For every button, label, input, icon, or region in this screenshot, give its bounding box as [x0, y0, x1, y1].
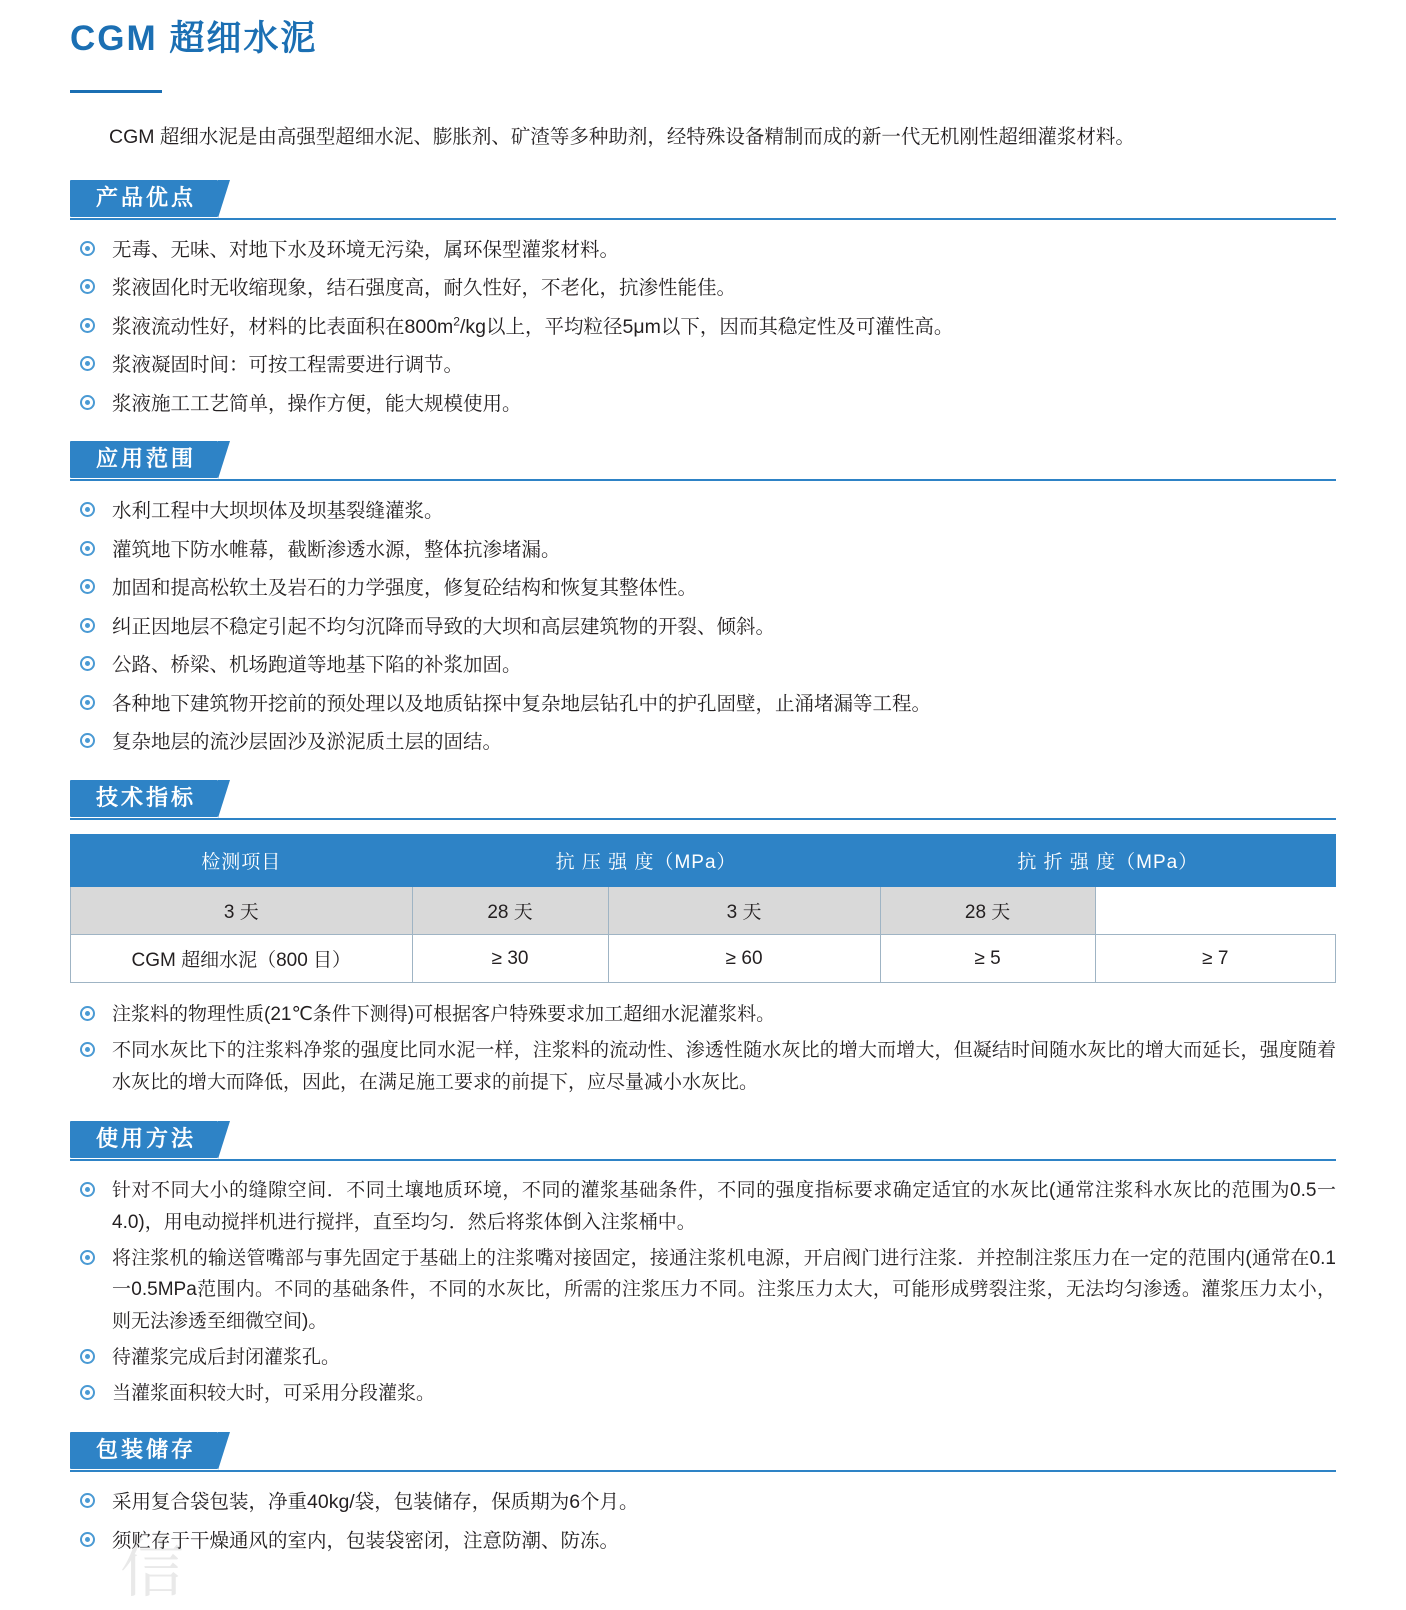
section-usage	[70, 1121, 1336, 1410]
table-subheader-cell: 28 天	[880, 887, 1095, 935]
list-item	[78, 1342, 1336, 1374]
table-row	[71, 935, 1336, 983]
table-subheader-cell: 28 天	[412, 887, 608, 935]
list-item-text: 将注浆机的输送管嘴部与事先固定于基础上的注浆嘴对接固定，接通注浆机电源，开启阀门进行注浆．并控制注浆压力在一定的范围内(通常在0.1一0.5MPa范围内。不同的基础条件，不同的水灰比，所需的注浆压力不同。注浆压力太大，可能形成劈裂注浆，无法均匀渗透。灌浆压力太小，则无法渗透至细微空间)。	[112, 1247, 1336, 1333]
section-packaging	[70, 1432, 1336, 1558]
list-item-text: 复杂地层的流沙层固沙及淤泥质土层的固结。	[112, 731, 503, 754]
list-item-text: 浆液固化时无收缩现象，结石强度高，耐久性好，不老化，抗渗性能佳。	[112, 277, 737, 300]
section-heading-label: 使用方法	[70, 1121, 218, 1158]
list-item	[78, 534, 1336, 568]
table-subheader-cell: 3 天	[608, 887, 880, 935]
list-item	[78, 572, 1336, 606]
note-text: 不同水灰比下的注浆料净浆的强度比同水泥一样，注浆料的流动性、渗透性随水灰比的增大而增大，但凝结时间随水灰比的增大而延长，强度随着水灰比的增大而降低，因此，在满足施工要求的前提下，应尽量减小水灰比。	[112, 1039, 1336, 1093]
bullet-icon	[80, 1182, 95, 1197]
intro-paragraph: CGM 超细水泥是由高强型超细水泥、膨胀剂、矿渣等多种助剂，经特殊设备精制而成的新一代无机刚性超细灌浆材料。	[109, 125, 1135, 148]
section-header-applications	[70, 441, 1336, 481]
bullet-icon	[80, 733, 95, 748]
list-item-text: 须贮存于干燥通风的室内，包装袋密闭，注意防潮、防冻。	[112, 1529, 620, 1552]
list-item-text: 当灌浆面积较大时，可采用分段灌浆。	[112, 1383, 436, 1405]
bullet-icon	[80, 1006, 95, 1021]
list-item-text: 待灌浆完成后封闭灌浆孔。	[112, 1347, 341, 1369]
list-item	[78, 1486, 1336, 1520]
bullet-icon	[80, 318, 95, 333]
list-item-text: 无毒、无味、对地下水及环境无污染，属环保型灌浆材料。	[112, 238, 620, 261]
table-header-cell: 抗 折 强 度（MPa）	[880, 835, 1335, 887]
section-heading-label: 技术指标	[70, 780, 218, 817]
section-header-packaging	[70, 1432, 1336, 1472]
list-item	[78, 349, 1336, 383]
bullet-icon	[80, 356, 95, 371]
table-header-cell: 检测项目	[71, 835, 413, 887]
bullet-icon	[80, 279, 95, 294]
note-item	[78, 1035, 1336, 1099]
section-heading-label: 产品优点	[70, 180, 218, 217]
section-header-usage	[70, 1121, 1336, 1161]
bullet-icon	[80, 241, 95, 256]
bullet-icon	[80, 1532, 95, 1547]
section-underline	[70, 218, 1336, 220]
bullet-icon	[80, 541, 95, 556]
advantages-list	[70, 234, 1336, 422]
list-item-text: 加固和提高松软土及岩石的力学强度，修复砼结构和恢复其整体性。	[112, 577, 698, 600]
page-title: CGM 超细水泥	[70, 19, 318, 58]
usage-list	[70, 1175, 1336, 1410]
bullet-icon	[80, 1349, 95, 1364]
list-item	[78, 1175, 1336, 1239]
packaging-list	[70, 1486, 1336, 1558]
list-item	[78, 1378, 1336, 1410]
section-underline	[70, 1159, 1336, 1161]
bullet-icon	[80, 395, 95, 410]
bullet-icon	[80, 618, 95, 633]
list-item-text: 水利工程中大坝坝体及坝基裂缝灌浆。	[112, 500, 444, 523]
section-heading-label: 包装储存	[70, 1432, 218, 1469]
list-item	[78, 726, 1336, 760]
watermark: 信	[120, 1534, 184, 1605]
list-item-text: 采用复合袋包装，净重40kg/袋，包装储存，保质期为6个月。	[112, 1491, 639, 1514]
list-item-text: 纠正因地层不稳定引起不均匀沉降而导致的大坝和高层建筑物的开裂、倾斜。	[112, 615, 776, 638]
bullet-icon	[80, 502, 95, 517]
bullet-icon	[80, 1250, 95, 1265]
section-underline	[70, 1470, 1336, 1472]
list-item	[78, 611, 1336, 645]
section-technical	[70, 780, 1336, 1099]
table-cell-value: ≥ 30	[412, 935, 608, 983]
title-divider	[70, 90, 162, 93]
list-item	[78, 234, 1336, 268]
list-item-text: 灌筑地下防水帷幕，截断渗透水源，整体抗渗堵漏。	[112, 538, 561, 561]
section-applications	[70, 441, 1336, 760]
note-item	[78, 999, 1336, 1031]
list-item-text: 公路、桥梁、机场跑道等地基下陷的补浆加固。	[112, 654, 522, 677]
bullet-icon	[80, 1493, 95, 1508]
section-header-technical	[70, 780, 1336, 820]
table-subheader-row	[71, 887, 1336, 935]
section-underline	[70, 479, 1336, 481]
bullet-icon	[80, 695, 95, 710]
table-header-cell: 抗 压 强 度（MPa）	[412, 835, 880, 887]
table-header-row	[71, 835, 1336, 887]
list-item	[78, 388, 1336, 422]
list-item	[78, 1243, 1336, 1339]
note-text: 注浆料的物理性质(21℃条件下测得)可根据客户特殊要求加工超细水泥灌浆料。	[112, 1004, 776, 1026]
section-header-advantages	[70, 180, 1336, 220]
bullet-icon	[80, 1385, 95, 1400]
section-heading-label: 应用范围	[70, 441, 218, 478]
list-item	[78, 1525, 1336, 1559]
table-cell-value: ≥ 60	[608, 935, 880, 983]
list-item	[78, 649, 1336, 683]
table-cell-product: CGM 超细水泥（800 目）	[71, 935, 413, 983]
technical-notes	[70, 999, 1336, 1099]
list-item-text: 浆液凝固时间：可按工程需要进行调节。	[112, 354, 464, 377]
list-item	[78, 688, 1336, 722]
bullet-icon	[80, 1042, 95, 1057]
list-item-text: 浆液施工工艺简单，操作方便，能大规模使用。	[112, 392, 522, 415]
table-cell-value: ≥ 5	[880, 935, 1095, 983]
bullet-icon	[80, 656, 95, 671]
table-subheader-cell: 3 天	[71, 887, 413, 935]
list-item	[78, 272, 1336, 306]
section-advantages	[70, 180, 1336, 422]
list-item-text: 各种地下建筑物开挖前的预处理以及地质钻探中复杂地层钻孔中的护孔固壁，止涌堵漏等工程。	[112, 692, 932, 715]
section-underline	[70, 818, 1336, 820]
list-item-text: 针对不同大小的缝隙空间．不同土壤地质环境，不同的灌浆基础条件，不同的强度指标要求确定适宜的水灰比(通常注浆科水灰比的范围为0.5一4.0)，用电动搅拌机进行搅拌，直至均匀．然后将浆体倒入注浆桶中。	[112, 1179, 1336, 1233]
list-item	[78, 495, 1336, 529]
list-item	[78, 311, 1336, 345]
bullet-icon	[80, 579, 95, 594]
list-item-text: 浆液流动性好，材料的比表面积在$800m^2/kg$以上，平均粒径5μm以下，因而其稳定性及可灌性高。	[112, 314, 954, 338]
technical-table	[70, 834, 1336, 983]
applications-list	[70, 495, 1336, 760]
table-cell-value: ≥ 7	[1095, 935, 1335, 983]
